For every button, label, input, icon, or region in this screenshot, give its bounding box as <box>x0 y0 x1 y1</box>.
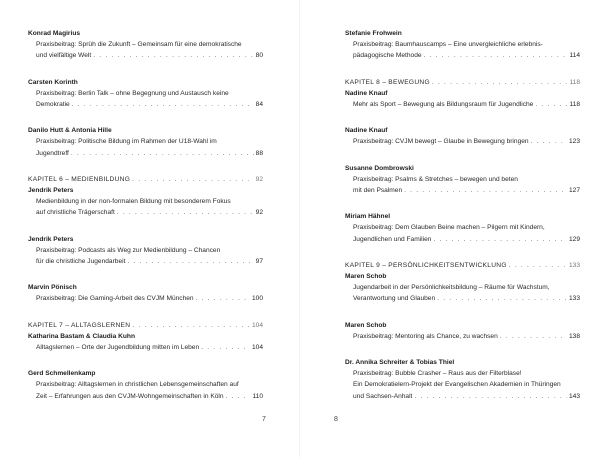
chapter-page-number: 92 <box>255 175 263 183</box>
toc-entry <box>345 320 580 342</box>
entry-title-line: Alltagslernen – Orte der Jugendbildung mitten im Leben <box>36 344 200 352</box>
dot-leader <box>535 99 567 110</box>
dot-leader <box>93 50 253 61</box>
entry-author: Danilo Hutt & Antonia Hille <box>28 127 112 135</box>
entry-page-number: 97 <box>255 258 263 266</box>
toc-row[interactable] <box>345 234 580 245</box>
toc-row[interactable] <box>345 331 580 342</box>
entry-title-line: Praxisbeitrag: Baumhauscamps – Eine unvergleichliche erlebnis- <box>353 41 543 49</box>
chapter-title: KAPITEL 8 – BEWEGUNG <box>345 78 430 86</box>
toc-row[interactable] <box>345 391 580 402</box>
toc-row[interactable] <box>345 293 580 304</box>
entry-title-line: Praxisbeitrag: Podcasts als Weg zur Medienbildung – Chancen <box>36 246 221 254</box>
toc-entry <box>28 234 263 268</box>
entry-author: Marvin Pönisch <box>28 284 77 292</box>
dot-leader <box>71 148 254 159</box>
entry-title-line: Praxisbeitrag: Berlin Talk – ohne Begegnung und Austausch keine <box>36 89 229 97</box>
entry-title-line: und vielfältige Welt <box>36 52 92 60</box>
entry-page-number: 129 <box>568 235 580 243</box>
toc-entry <box>345 125 580 147</box>
page-number-right: 8 <box>334 416 338 423</box>
toc-entry <box>28 28 263 62</box>
toc-entry <box>345 163 580 197</box>
entry-title-line: Praxisbeitrag: Die Gaming-Arbeit des CVJM München <box>36 295 194 303</box>
toc-row[interactable] <box>28 50 263 61</box>
chapter-title: KAPITEL 7 – ALLTAGSLERNEN <box>28 321 131 329</box>
toc-row[interactable] <box>28 256 263 267</box>
entry-title-line: Praxisbeitrag: Psalms & Stretches – bewegen und beten <box>353 175 518 183</box>
entry-author: Nadine Knauf <box>345 127 388 135</box>
dot-leader <box>509 260 567 271</box>
toc-entry <box>28 185 263 219</box>
entry-author: Susanne Dombrowski <box>345 164 414 172</box>
entry-title-line: für die christliche Jugendarbeit <box>36 258 126 266</box>
entry-title-line: Jugendarbeit in der Persönlichkeitsbildung – Räume für Wachstum, <box>353 284 550 292</box>
entry-author: Dr. Annika Schreiter & Tobias Thiel <box>345 359 455 367</box>
toc-entry <box>345 28 580 62</box>
dot-leader <box>132 174 253 185</box>
right-page <box>300 0 600 457</box>
entry-author: Carsten Korinth <box>28 78 78 86</box>
toc-row[interactable] <box>345 185 580 196</box>
dot-leader <box>531 136 567 147</box>
entry-author: Maren Schob <box>345 321 387 329</box>
dot-leader <box>196 293 250 304</box>
dot-leader <box>404 185 567 196</box>
entry-page-number: 133 <box>568 295 580 303</box>
entry-title-line: Ein Demokratielern-Projekt der Evangelischen Akademien in Thüringen <box>353 381 561 389</box>
toc-row[interactable] <box>28 148 263 159</box>
entry-page-number: 127 <box>568 187 580 195</box>
entry-title-line: Praxisbeitrag: Politische Bildung im Rahmen der U18-Wahl im <box>36 138 217 146</box>
entry-page-number: 143 <box>568 392 580 400</box>
entry-title-line: Verantwortung und Glauben <box>353 295 436 303</box>
chapter-page-number: 133 <box>568 261 580 269</box>
toc-entry <box>28 77 263 111</box>
toc-row[interactable] <box>28 293 263 304</box>
entry-title-line: pädagogische Methode <box>353 52 422 60</box>
entry-page-number: 80 <box>255 52 263 60</box>
entry-page-number: 123 <box>568 138 580 146</box>
entry-page-number: 84 <box>255 101 263 109</box>
chapter-page-number: 104 <box>251 321 263 329</box>
toc-row[interactable] <box>345 136 580 147</box>
entry-title-line: auf christliche Trägerschaft <box>36 209 115 217</box>
toc-row[interactable] <box>28 391 263 402</box>
chapter-heading[interactable] <box>345 77 580 88</box>
toc-entry <box>28 125 263 159</box>
entry-author: Jendrik Peters <box>28 235 74 243</box>
entry-author: Stefanie Frohwein <box>345 30 402 37</box>
entry-title-line: Demokratie <box>36 101 70 109</box>
toc-row[interactable] <box>345 50 580 61</box>
entry-title-line: und Sachsen-Anhalt <box>353 392 413 400</box>
entry-title-line: Mehr als Sport – Bewegung als Bildungsraum für Jugendliche <box>353 101 534 109</box>
entry-title-line: Medienbildung in der non-formalen Bildung mit besonderem Fokus <box>36 198 231 206</box>
toc-row[interactable] <box>28 342 263 353</box>
page-number-left: 7 <box>262 416 266 423</box>
dot-leader <box>500 331 567 342</box>
toc-row[interactable] <box>345 99 580 110</box>
entry-title-line: mit den Psalmen <box>353 187 403 195</box>
chapter-title: KAPITEL 6 – MEDIENBILDUNG <box>28 175 131 183</box>
entry-author: Konrad Magirius <box>28 30 81 37</box>
toc-row[interactable] <box>28 99 263 110</box>
dot-leader <box>226 391 251 402</box>
toc-entry <box>28 282 263 304</box>
dot-leader <box>132 320 250 331</box>
entry-title-line: Jugendtreff <box>36 149 69 157</box>
chapter-heading[interactable] <box>345 260 580 271</box>
entry-author: Jendrik Peters <box>28 187 74 195</box>
dot-leader <box>117 207 254 218</box>
entry-page-number: 138 <box>568 332 580 340</box>
chapter-title: KAPITEL 9 – PERSÖNLICHKEITSENTWICKLUNG <box>345 261 507 269</box>
dot-leader <box>437 293 567 304</box>
entry-page-number: 100 <box>251 295 263 303</box>
entry-title-line: Praxisbeitrag: Alltagslernen in christlichen Lebensgemeinschaften auf <box>36 381 239 389</box>
entry-author: Katharina Bastam & Claudia Kuhn <box>28 332 135 340</box>
chapter-heading[interactable] <box>28 174 263 185</box>
entry-title-line: Zeit – Erfahrungen aus den CVJM-Wohngemeinschaften in Köln <box>36 392 224 400</box>
entry-page-number: 104 <box>251 344 263 352</box>
entry-author: Gerd Schmellenkamp <box>28 370 96 378</box>
entry-title-line: Praxisbeitrag: Bubble Crasher – Raus aus der Filterblase! <box>353 370 522 378</box>
entry-author: Maren Schob <box>345 273 387 281</box>
toc-left <box>28 28 263 417</box>
toc-entry <box>345 357 580 402</box>
entry-title-line: Praxisbeitrag: Sprüh die Zukunft – Gemeinsam für eine demokratische <box>36 41 242 49</box>
toc-entry <box>345 271 580 305</box>
entry-page-number: 118 <box>569 101 580 109</box>
toc-entry <box>345 211 580 245</box>
entry-page-number: 114 <box>569 52 580 60</box>
toc-row[interactable] <box>28 207 263 218</box>
entry-title-line: Praxisbeitrag: Dem Glauben Beine machen – Pilgern mit Kindern, <box>353 224 545 232</box>
dot-leader <box>72 99 254 110</box>
dot-leader <box>127 256 253 267</box>
dot-leader <box>424 50 568 61</box>
dot-leader <box>414 391 567 402</box>
dot-leader <box>433 234 567 245</box>
toc-entry <box>345 88 580 110</box>
entry-title-line: Praxisbeitrag: Mentoring als Chance, zu wachsen <box>353 332 498 340</box>
entry-author: Miriam Hähnel <box>345 213 391 221</box>
toc-right <box>345 28 580 417</box>
toc-entry <box>28 331 263 353</box>
chapter-page-number: 118 <box>569 78 580 86</box>
dot-leader <box>432 77 568 88</box>
dot-leader <box>201 342 250 353</box>
chapter-heading[interactable] <box>28 320 263 331</box>
entry-title-line: Jugendlichen und Familien <box>353 235 432 243</box>
entry-author: Nadine Knauf <box>345 89 388 97</box>
entry-page-number: 88 <box>255 149 263 157</box>
entry-page-number: 110 <box>252 392 263 400</box>
entry-page-number: 92 <box>255 209 263 217</box>
entry-title-line: Praxisbeitrag: CVJM bewegt – Glaube in Bewegung bringen <box>353 138 529 146</box>
toc-entry <box>28 368 263 402</box>
